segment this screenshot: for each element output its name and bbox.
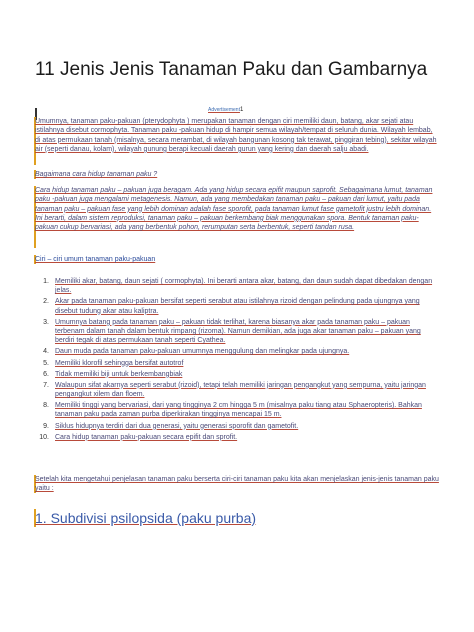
list-item-text: Tidak memiliki biji untuk berkembangbiak bbox=[55, 370, 183, 378]
closing-paragraph bbox=[35, 475, 439, 494]
description-paragraph bbox=[35, 186, 439, 232]
list-item-text: Umumnya batang pada tanaman paku – pakuan tidak terlihat, karena biasanya akar pada tanaman paku – pakuan terbenam dalam tanah dalam bentuk rimpang (rizoma). Namun demikian, ada juga akar tanaman paku – pakuan yang berdiri tegak di atas permukaan tanah seperti Cyathea. bbox=[55, 318, 421, 345]
description-text: Cara hidup tanaman paku – pakuan juga beragam. Ada yang hidup secara epifit maupun saprofit. Sebagaimana lumut, tanaman paku -pakuan juga mengalami metagenesis. Namun, ada yang membedakan tanaman paku – pakuan dari lumut, yaitu pada tanaman paku – pakuan fase yang lebih dominan adalah fase sporofit, pada tanaman lumut fase gametofit justru lebih dominan. Ini berarti, dalam sistem reproduksi, tanaman paku – pakuan berkembang biak menggunakan spora. Bentuk tanaman paku-pakuan cukup bervariasi, ada yang berbentuk pohon, rerumputan serta berbentuk, seperti tandan rusa. bbox=[35, 187, 433, 232]
list-item bbox=[35, 381, 439, 400]
list-number: 5. bbox=[43, 359, 49, 367]
list-item-text: Siklus hidupnya terdiri dari dua generasi, yaitu generasi sporofit dan gametofit. bbox=[55, 422, 299, 430]
advertisement-link[interactable]: Advertisement bbox=[208, 107, 240, 113]
question-text: Bagaimana cara hidup tanaman paku ? bbox=[35, 171, 158, 178]
list-number: 8. bbox=[43, 402, 49, 410]
list-item bbox=[35, 401, 439, 420]
list-number: 10. bbox=[39, 433, 49, 441]
list-item-text: Memiliki tinggi yang bervariasi, dari yang tingginya 2 cm hingga 5 m (misalnya paku tiang atau Sphaeropteris). Bahkan tanaman paku pada zaman purba diperkirakan tingginya mencapai 15 m. bbox=[55, 402, 422, 419]
list-item bbox=[35, 297, 439, 316]
question-paragraph bbox=[35, 170, 439, 179]
list-number: 7. bbox=[43, 381, 49, 389]
advertisement-label[interactable] bbox=[208, 107, 243, 113]
list-item bbox=[35, 318, 439, 346]
list-item bbox=[35, 433, 439, 442]
list-number: 6. bbox=[43, 370, 49, 378]
ciri-heading-text: Ciri – ciri umum tanaman paku-pakuan bbox=[35, 256, 156, 263]
characteristics-list bbox=[35, 277, 439, 444]
ciri-heading bbox=[35, 255, 439, 264]
section-heading-text: 1. Subdivisi psilopsida (paku purba) bbox=[35, 510, 257, 526]
advertisement-suffix: 1 bbox=[239, 107, 244, 113]
list-number: 2. bbox=[43, 298, 49, 306]
list-item-text: Memiliki klorofil sehingga bersifat autotrof bbox=[55, 359, 184, 367]
list-item-text: Memiliki akar, batang, daun sejati ( cormophyta). Ini berarti antara akar, batang, dan daun sudah dapat dibedakan dengan jelas. bbox=[55, 278, 433, 295]
list-number: 1. bbox=[43, 278, 49, 285]
intro-text: Umumnya, tanaman paku-pakuan (pterydophyta ) merupakan tanaman dengan ciri memiliki daun, batang, akar sejati atau istilahnya disebut cormophyta. Tanaman paku -pakuan hidup di hampir semua wilayah/tempat di seluruh dunia. Wilayah lembab, di atas permukaan tanah (misalnya, secara merambat, di wilayah bangunan kosong tak terawat, pinggiran tebing), sekitar wilayah air (seperti danau, kolam), wilayah gunung berapi kecuali daerah gurun yang kering dan daerah salju abadi. bbox=[35, 118, 437, 153]
list-item bbox=[35, 370, 439, 379]
list-number: 4. bbox=[43, 348, 49, 356]
list-number: 9. bbox=[43, 422, 49, 430]
list-item bbox=[35, 347, 439, 356]
section-heading bbox=[35, 509, 256, 527]
list-item bbox=[35, 422, 439, 431]
list-item-text: Akar pada tanaman paku-pakuan bersifat seperti serabut atau istilahnya rizoid dengan pelindung pada ujungnya yang disebut tudung akar atau kaliptra. bbox=[55, 298, 420, 315]
list-number: 3. bbox=[43, 318, 49, 326]
page-title: 11 Jenis Jenis Tanaman Paku dan Gambarnya bbox=[35, 59, 428, 80]
list-item-text: Cara hidup tanaman paku-pakuan secara epifit dan sprofit. bbox=[55, 433, 238, 441]
list-item bbox=[35, 277, 439, 296]
list-item-text: Daun muda pada tanaman paku-pakuan umumnya menggulung dan melingkar pada ujungnya. bbox=[55, 348, 350, 356]
list-item-text: Walaupun sifat akarnya seperti serabut (rizoid), tetapi telah memiliki jaringan pengangkut yang sempurna, yaitu jaringan pengangkut xilem dan floem. bbox=[55, 381, 426, 399]
intro-paragraph bbox=[35, 117, 439, 154]
list-item bbox=[35, 359, 439, 368]
closing-text: Setelah kita mengetahui penjelasan tanaman paku berserta ciri-ciri tanaman paku kita akan menjelaskan jenis-jenis tanaman paku yaitu : bbox=[35, 476, 439, 493]
